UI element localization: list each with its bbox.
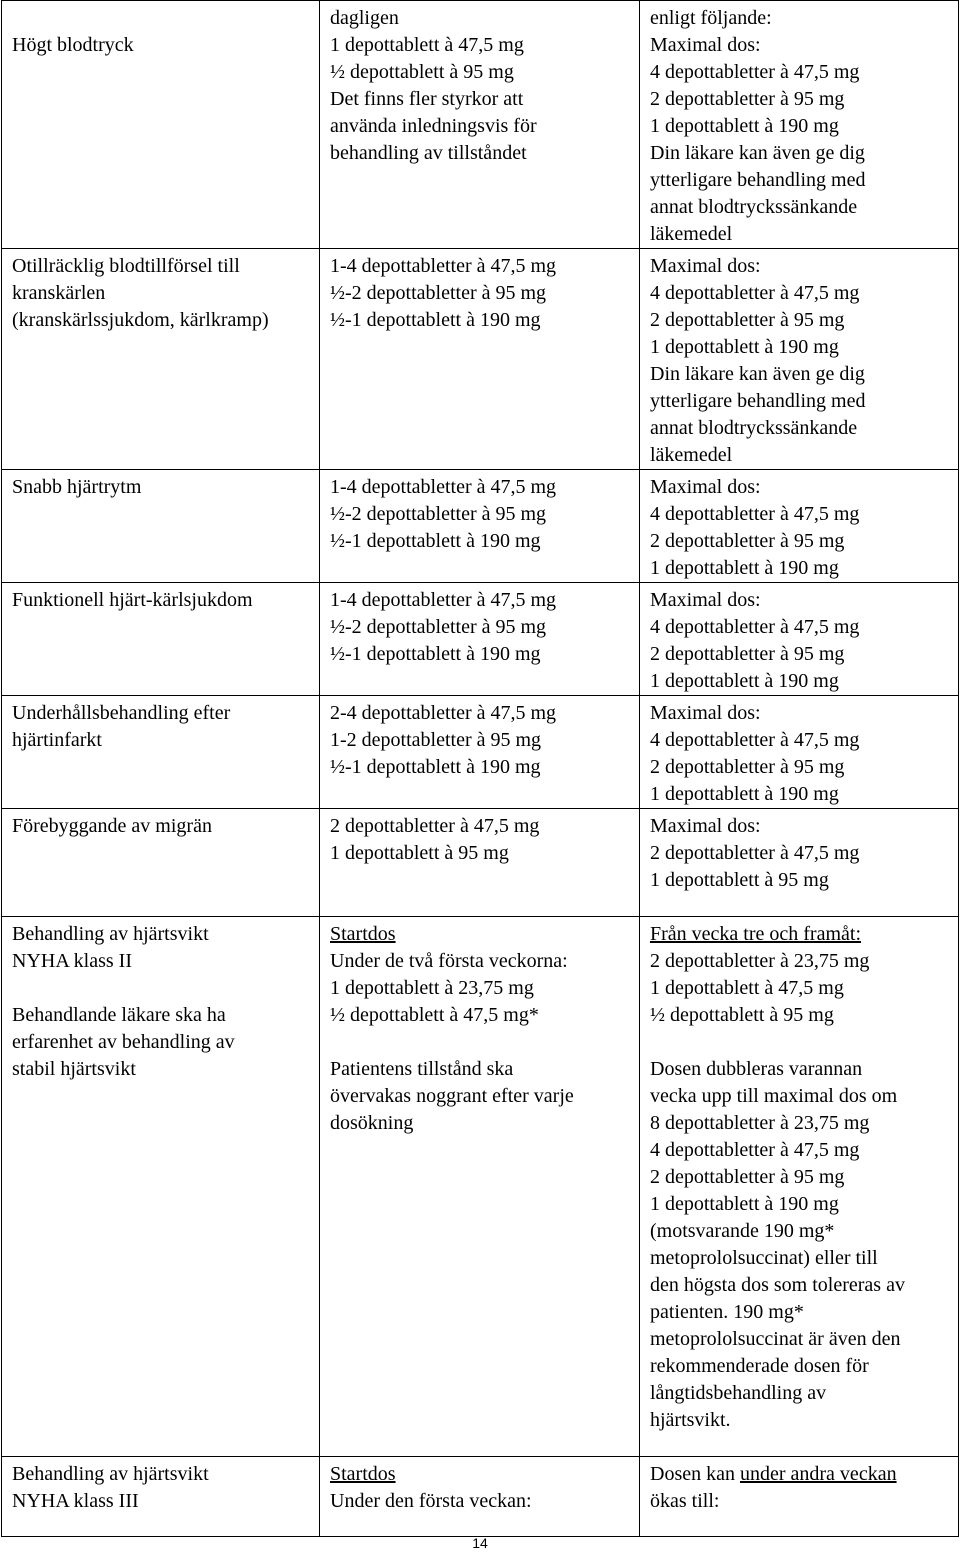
cell-line: ökas till: (650, 1490, 720, 1512)
cell-line: Behandling av hjärtsvikt (12, 1463, 209, 1485)
cell-line: enligt följande: (650, 7, 772, 29)
cell-line: 1 depottablett à 190 mg (650, 336, 839, 358)
cell-line: 1 depottablett à 47,5 mg (650, 977, 844, 999)
cell-line: 1 depottablett à 190 mg (650, 783, 839, 805)
cell-line (650, 921, 952, 948)
start-dose-cell (320, 917, 640, 1457)
max-dose-cell (640, 917, 959, 1457)
cell-line: 1 depottablett à 190 mg (650, 1193, 839, 1215)
cell-line: ½-1 depottablett à 190 mg (330, 756, 541, 778)
cell-line: Din läkare kan även ge dig (650, 142, 865, 164)
condition-cell (2, 1457, 320, 1537)
cell-line: Dosen dubbleras varannan (650, 1058, 863, 1080)
cell-line: 2-4 depottabletter à 47,5 mg (330, 702, 557, 724)
max-dose-cell (640, 1, 959, 249)
condition-cell (2, 809, 320, 917)
max-dose-cell (640, 583, 959, 696)
cell-line: dagligen (330, 7, 399, 29)
cell-line: 2 depottabletter à 95 mg (650, 1166, 845, 1188)
cell-line: 1 depottablett à 23,75 mg (330, 977, 534, 999)
max-dose-cell (640, 1457, 959, 1537)
start-dose-cell (320, 249, 640, 470)
cell-line: läkemedel (650, 223, 733, 245)
cell-line: Under de två första veckorna: (330, 950, 568, 972)
cell-line: metoprololsuccinat) eller till (650, 1247, 878, 1269)
cell-line (330, 1461, 633, 1488)
cell-line: 4 depottabletter à 47,5 mg (650, 61, 860, 83)
cell-line: NYHA klass II (12, 950, 132, 972)
cell-line: annat blodtryckssänkande (650, 196, 858, 218)
max-dose-cell (640, 696, 959, 809)
start-dose-cell (320, 1457, 640, 1537)
condition-cell (2, 1, 320, 249)
cell-line: övervakas noggrant efter varje (330, 1085, 574, 1107)
cell-line: patienten. 190 mg* (650, 1301, 804, 1323)
condition-cell (2, 470, 320, 583)
max-dose-cell (640, 249, 959, 470)
cell-line: 4 depottabletter à 47,5 mg (650, 1139, 860, 1161)
condition-cell (2, 583, 320, 696)
cell-line: hjärtsvikt. (650, 1409, 731, 1431)
cell-line: Maximal dos: (650, 476, 761, 498)
condition-cell (2, 696, 320, 809)
cell-line: 2 depottabletter à 95 mg (650, 309, 845, 331)
cell-line: ytterligare behandling med (650, 390, 866, 412)
cell-line: 1-4 depottabletter à 47,5 mg (330, 255, 557, 277)
start-dose-cell (320, 470, 640, 583)
cell-line: läkemedel (650, 444, 733, 466)
underlined-text: under andra veckan (739, 1463, 897, 1485)
start-dose-cell (320, 809, 640, 917)
cell-line: ½ depottablett à 47,5 mg* (330, 1004, 539, 1026)
cell-line: rekommenderade dosen för (650, 1355, 869, 1377)
table-row (2, 583, 959, 696)
cell-line: behandling av tillståndet (330, 142, 527, 164)
cell-line: (motsvarande 190 mg* (650, 1220, 835, 1242)
cell-line: ½-1 depottablett à 190 mg (330, 309, 541, 331)
cell-line: 2 depottabletter à 95 mg (650, 643, 845, 665)
blank-line (12, 975, 313, 1002)
cell-line: Snabb hjärtrytm (12, 476, 142, 498)
cell-line: 2 depottabletter à 95 mg (650, 756, 845, 778)
cell-line: 8 depottabletter à 23,75 mg (650, 1112, 870, 1134)
cell-line: Dosen kan under andra veckan (650, 1463, 897, 1485)
cell-line: 4 depottabletter à 47,5 mg (650, 503, 860, 525)
cell-line: 2 depottabletter à 95 mg (650, 530, 845, 552)
cell-line: Funktionell hjärt-kärlsjukdom (12, 589, 253, 611)
cell-line: 2 depottabletter à 47,5 mg (650, 842, 860, 864)
cell-line: 2 depottabletter à 95 mg (650, 88, 845, 110)
cell-line: Behandling av hjärtsvikt (12, 923, 209, 945)
cell-line: 4 depottabletter à 47,5 mg (650, 282, 860, 304)
cell-line: Det finns fler styrkor att (330, 88, 524, 110)
table-row (2, 249, 959, 470)
max-dose-cell (640, 470, 959, 583)
cell-line (330, 921, 633, 948)
cell-line: dosökning (330, 1112, 414, 1134)
cell-line: ½-2 depottabletter à 95 mg (330, 616, 547, 638)
table-row (2, 470, 959, 583)
cell-line: 1 depottablett à 190 mg (650, 670, 839, 692)
cell-line: ½-2 depottabletter à 95 mg (330, 282, 547, 304)
blank-line (12, 5, 313, 32)
cell-line: vecka upp till maximal dos om (650, 1085, 898, 1107)
cell-line: Patientens tillstånd ska (330, 1058, 514, 1080)
cell-line: Maximal dos: (650, 34, 761, 56)
cell-line: Din läkare kan även ge dig (650, 363, 865, 385)
dosage-table (1, 0, 959, 1537)
cell-line: hjärtinfarkt (12, 729, 102, 751)
cell-line: Förebyggande av migrän (12, 815, 212, 837)
table-row (2, 917, 959, 1457)
cell-line: metoprololsuccinat är även den (650, 1328, 901, 1350)
cell-line: 1-4 depottabletter à 47,5 mg (330, 476, 557, 498)
cell-line: långtidsbehandling av (650, 1382, 827, 1404)
cell-line: den högsta dos som tolereras av (650, 1274, 905, 1296)
cell-line: ½-2 depottabletter à 95 mg (330, 503, 547, 525)
cell-line: Under den första veckan: (330, 1490, 532, 1512)
condition-cell (2, 249, 320, 470)
cell-line: ½-1 depottablett à 190 mg (330, 643, 541, 665)
page-number: 14 (472, 1535, 488, 1551)
condition-cell (2, 917, 320, 1457)
table-row (2, 696, 959, 809)
cell-line: kranskärlen (12, 282, 106, 304)
cell-line: erfarenhet av behandling av (12, 1031, 235, 1053)
underlined-text: Startdos (330, 1463, 396, 1485)
underlined-text: Från vecka tre och framåt: (650, 923, 862, 945)
cell-line: Maximal dos: (650, 589, 761, 611)
table-row (2, 809, 959, 917)
cell-line: Högt blodtryck (12, 34, 134, 56)
cell-line: 1-4 depottabletter à 47,5 mg (330, 589, 557, 611)
cell-line: Maximal dos: (650, 815, 761, 837)
cell-line: Otillräcklig blodtillförsel till (12, 255, 240, 277)
cell-line: 1 depottablett à 190 mg (650, 557, 839, 579)
max-dose-cell (640, 809, 959, 917)
start-dose-cell (320, 583, 640, 696)
start-dose-cell (320, 696, 640, 809)
table-row (2, 1457, 959, 1537)
cell-line: 2 depottabletter à 47,5 mg (330, 815, 540, 837)
cell-line: 1 depottablett à 47,5 mg (330, 34, 524, 56)
cell-line: ½ depottablett à 95 mg (330, 61, 514, 83)
cell-line: annat blodtryckssänkande (650, 417, 858, 439)
cell-line: ½ depottablett à 95 mg (650, 1004, 834, 1026)
cell-line: NYHA klass III (12, 1490, 139, 1512)
cell-line: Maximal dos: (650, 255, 761, 277)
cell-line: använda inledningsvis för (330, 115, 537, 137)
cell-line: Maximal dos: (650, 702, 761, 724)
cell-line: Underhållsbehandling efter (12, 702, 231, 724)
underlined-text: Startdos (330, 923, 396, 945)
table-row (2, 1, 959, 249)
cell-line: (kranskärlssjukdom, kärlkramp) (12, 309, 269, 331)
cell-line: 1 depottablett à 95 mg (650, 869, 829, 891)
cell-line: 1-2 depottabletter à 95 mg (330, 729, 542, 751)
cell-line: 1 depottablett à 95 mg (330, 842, 509, 864)
cell-line: 4 depottabletter à 47,5 mg (650, 729, 860, 751)
start-dose-cell (320, 1, 640, 249)
cell-line: ½-1 depottablett à 190 mg (330, 530, 541, 552)
blank-line (330, 1029, 633, 1056)
cell-line: 1 depottablett à 190 mg (650, 115, 839, 137)
cell-line: ytterligare behandling med (650, 169, 866, 191)
cell-line: Behandlande läkare ska ha (12, 1004, 226, 1026)
cell-line: 2 depottabletter à 23,75 mg (650, 950, 870, 972)
cell-line: stabil hjärtsvikt (12, 1058, 136, 1080)
cell-line: 4 depottabletter à 47,5 mg (650, 616, 860, 638)
blank-line (650, 1029, 952, 1056)
